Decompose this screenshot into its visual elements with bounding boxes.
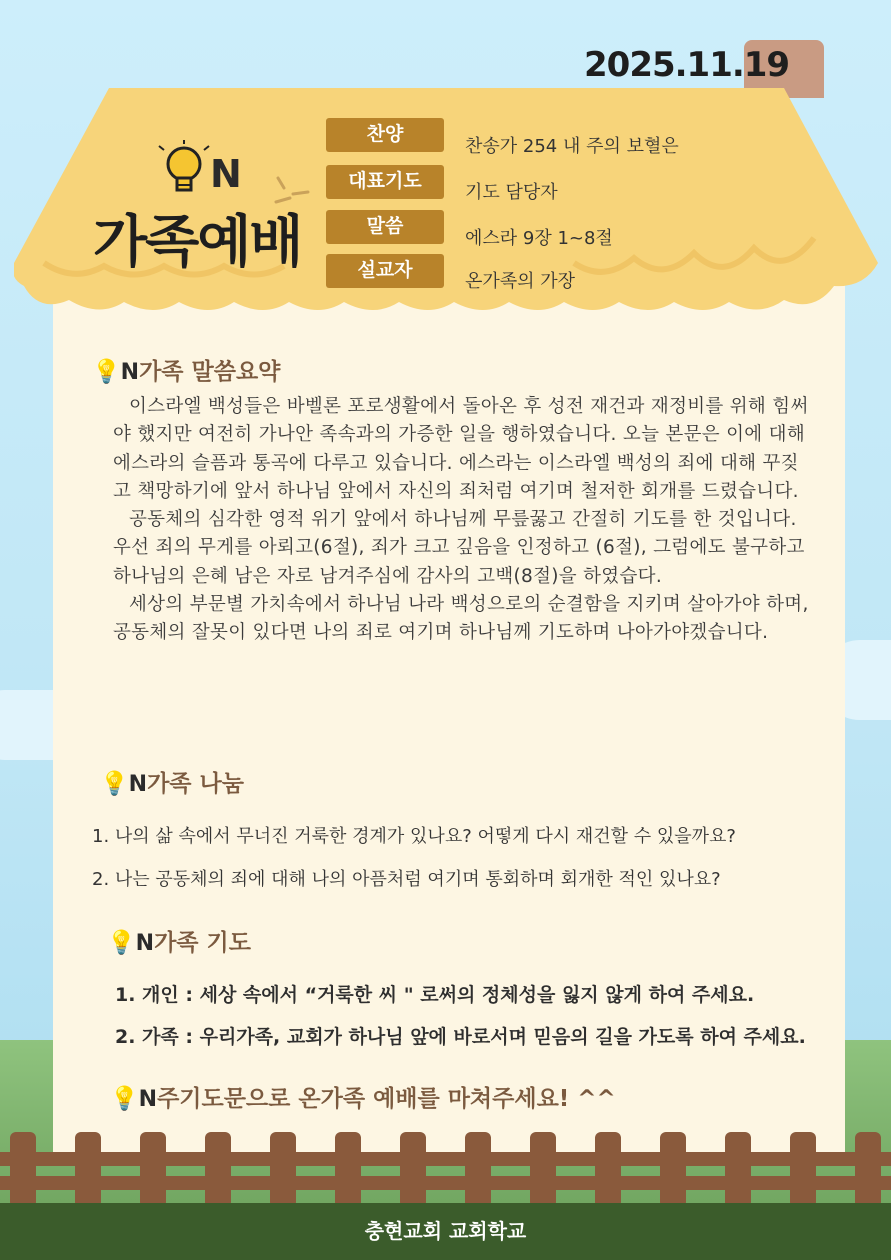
sharing-title: 💡N가족 나눔: [100, 771, 244, 797]
summary-paragraph: 공동체의 심각한 영적 위기 앞에서 하나님께 무릎꿇고 간절히 기도를 한 것입니다. 우선 죄의 무게를 아뢰고(6절), 죄가 크고 깊음을 인정하고 (6절), 그럼에도 불구하고 하나님의 은혜 남은 자로 남겨주심에 감사의 고백(8절)을 하였습다.: [113, 509, 805, 587]
date: 2025.11.19: [584, 45, 790, 85]
question-item: 1. 나의 삶 속에서 무너진 거룩한 경계가 있나요? 어떻게 다시 재건할 수 있을까요?: [92, 826, 736, 847]
info-label: 설교자: [326, 254, 444, 288]
prayer-title: 💡N가족 기도: [107, 930, 251, 956]
fence: [0, 1130, 891, 1210]
info-label: 말씀: [326, 210, 444, 244]
summary-paragraph: 이스라엘 백성들은 바벨론 포로생활에서 돌아온 후 성전 재건과 재정비를 위해 힘써야 했지만 여전히 가나안 족속과의 가증한 일을 행하였습니다. 오늘 본문은 이에 대해 에스라의 슬픔과 통곡에 다루고 있습니다. 에스라는 이스라엘 백성의 죄에 대해 꾸짖고 책망하기에 앞서 하나님 앞에서 자신의 죄처럼 여기며 철저한 회개를 드렸습니다.: [113, 396, 809, 502]
summary-title: 💡N가족 말씀요약: [92, 359, 281, 385]
info-value: 찬송가 254 내 주의 보혈은: [465, 136, 679, 157]
info-label: 찬양: [326, 118, 444, 152]
info-value: 온가족의 가장: [465, 271, 576, 292]
prayer-item: 1. 개인 : 세상 속에서 “거룩한 씨 " 로써의 정체성을 잃지 않게 하여 주세요.: [115, 984, 755, 1006]
logo-letter: N: [120, 360, 140, 385]
info-value: 에스라 9장 1~8절: [465, 228, 613, 249]
lightbulb-icon: [158, 140, 210, 202]
summary-paragraph: 세상의 부문별 가치속에서 하나님 나라 백성으로의 순결함을 지키며 살아가야 하며, 공동체의 잘못이 있다면 나의 죄로 여기며 하나님께 기도하며 나아가야겠습니다.: [113, 594, 809, 644]
logo-letter: N: [210, 152, 242, 196]
logo-letter: N: [128, 772, 148, 797]
footer: 충현교회 교회학교: [0, 1203, 891, 1260]
logo-letter: N: [138, 1087, 158, 1112]
small-bulb-icon: 💡: [107, 930, 136, 956]
info-label: 대표기도: [326, 165, 444, 199]
small-bulb-icon: 💡: [92, 359, 121, 385]
logo-letter: N: [135, 931, 155, 956]
summary-text: [113, 393, 813, 648]
prayer-item: 2. 가족 : 우리가족, 교회가 하나님 앞에 바로서며 믿음의 길을 가도록 하여 주세요.: [115, 1026, 806, 1048]
small-bulb-icon: 💡: [100, 771, 129, 797]
small-bulb-icon: 💡: [110, 1086, 139, 1112]
info-value: 기도 담당자: [465, 182, 558, 203]
page-title: 가족예배: [93, 210, 302, 275]
question-item: 2. 나는 공동체의 죄에 대해 나의 아픔처럼 여기며 통회하며 회개한 적인 있나요?: [92, 869, 721, 890]
closing-title: 💡N주기도문으로 온가족 예배를 마쳐주세요! ^^: [110, 1086, 616, 1112]
